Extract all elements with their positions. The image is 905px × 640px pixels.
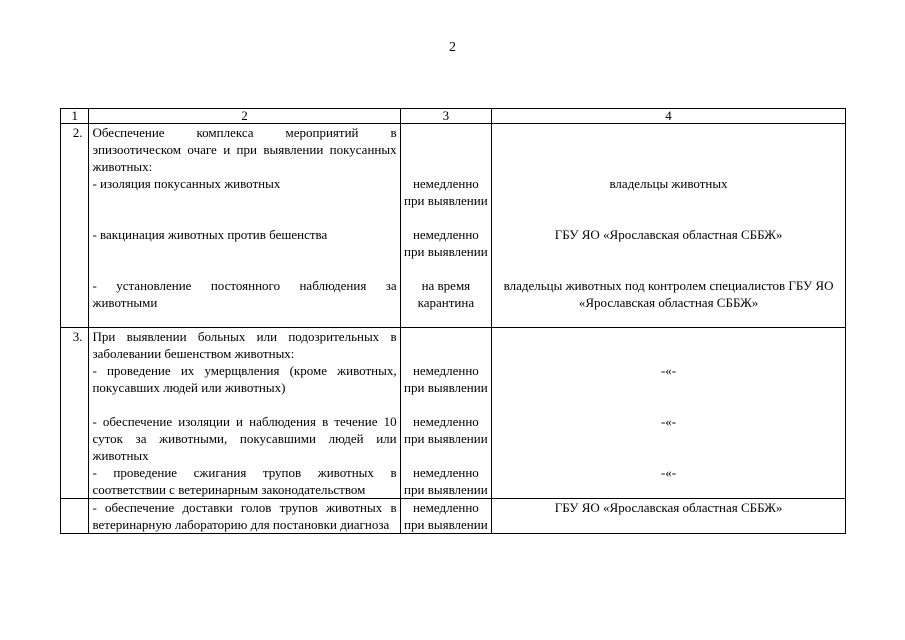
term-cell	[400, 124, 492, 328]
measure-text: - обеспечение доставки голов трупов животных в ветеринарную лабораторию для постановки диагноза	[92, 500, 397, 532]
term-text: немедленно при выявлении	[404, 500, 488, 532]
term-text: немедленно при выявлении	[404, 227, 488, 259]
term-cell	[400, 328, 492, 499]
term-text: немедленно при выявлении	[404, 176, 488, 208]
term-text: немедленно при выявлении	[404, 363, 488, 395]
responsible-text: -«-	[660, 414, 677, 429]
table-row-4	[61, 499, 846, 534]
header-col-3: 3	[400, 109, 492, 124]
measure-text: - установление постоянного наблюдения за животными	[92, 278, 397, 310]
table-row-3	[61, 328, 846, 499]
measure-cell	[89, 499, 400, 534]
header-col-4: 4	[492, 109, 846, 124]
responsible-text: ГБУ ЯО «Ярославская областная СББЖ»	[554, 500, 783, 515]
measure-cell	[89, 124, 400, 328]
row-number: 3.	[61, 328, 89, 499]
page-number: 2	[449, 40, 456, 55]
responsible-text: владельцы животных	[609, 176, 728, 191]
measure-text: - проведение сжигания трупов животных в соответствии с ветеринарным законодательством	[92, 465, 397, 497]
row-number: 2.	[61, 124, 89, 328]
responsible-text: владельцы животных под контролем специалистов ГБУ ЯО «Ярославская областная СББЖ»	[503, 278, 834, 310]
table-row-2	[61, 124, 846, 328]
term-text: немедленно при выявлении	[404, 465, 488, 497]
term-cell	[400, 499, 492, 534]
measure-text: - вакцинация животных против бешенства	[92, 227, 328, 242]
responsible-text: ГБУ ЯО «Ярославская областная СББЖ»	[554, 227, 783, 242]
header-col-1: 1	[61, 109, 89, 124]
table-header-row	[61, 109, 846, 124]
term-text: на время карантина	[417, 278, 475, 310]
row-number	[61, 499, 89, 534]
responsible-cell	[492, 124, 846, 328]
measures-table	[60, 108, 846, 534]
responsible-cell	[492, 328, 846, 499]
measure-text: - обеспечение изоляции и наблюдения в течение 10 суток за животными, покусавшими людей или животных	[92, 414, 397, 463]
responsible-text: -«-	[660, 465, 677, 480]
measure-cell	[89, 328, 400, 499]
measure-text: - изоляция покусанных животных	[92, 176, 281, 191]
header-col-2: 2	[89, 109, 400, 124]
term-text: немедленно при выявлении	[404, 414, 488, 446]
measure-text: - проведение их умерщвления (кроме животных, покусавших людей или животных)	[92, 363, 397, 395]
row-heading: При выявлении больных или подозрительных в заболевании бешенством животных:	[92, 329, 397, 361]
responsible-text: -«-	[660, 363, 677, 378]
responsible-cell	[492, 499, 846, 534]
row-heading: Обеспечение комплекса мероприятий в эпизоотическом очаге и при выявлении покусанных животных:	[92, 125, 397, 174]
